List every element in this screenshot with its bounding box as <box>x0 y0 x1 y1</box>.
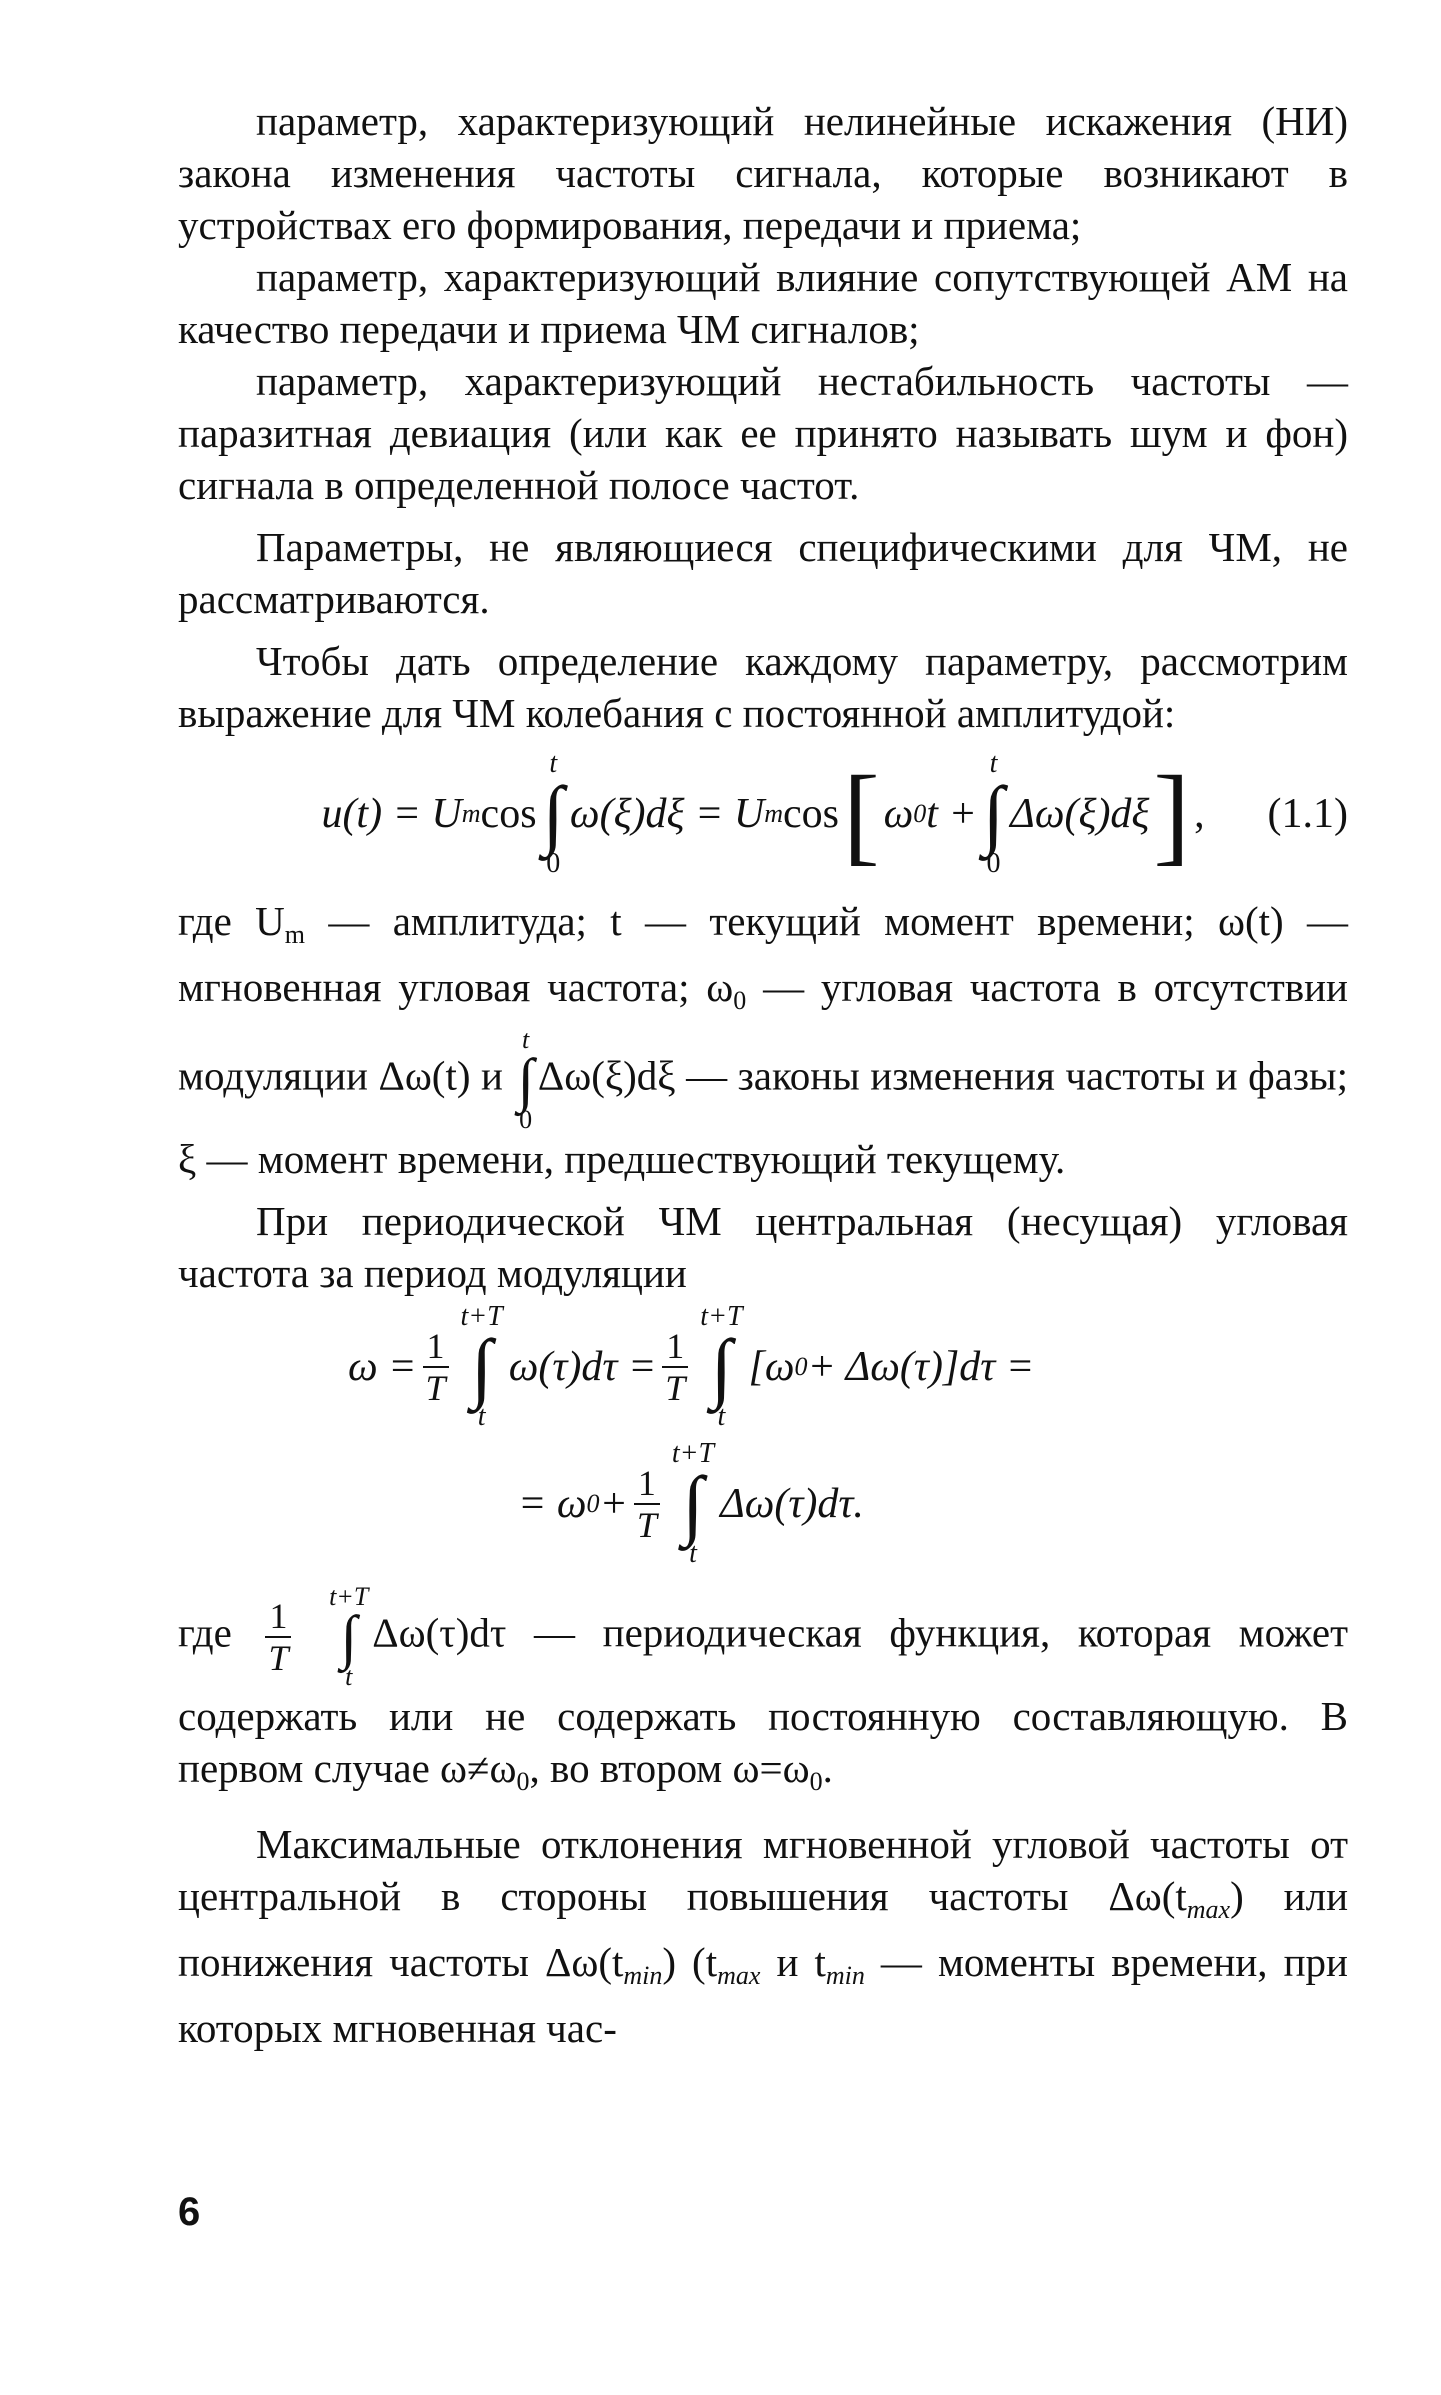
p8-inline-integral <box>329 1584 368 1690</box>
p6-text-d: — законы изменения частоты и фазы; ξ — момент времени, предшествующий текущему. <box>178 1052 1348 1182</box>
eq1-int2-upper: t <box>989 748 998 779</box>
p9-sub-min: min <box>623 1961 663 1990</box>
eq1-omega0-sub: 0 <box>913 799 927 828</box>
p8-frac-d: T <box>268 1638 289 1678</box>
eq1-int1-body: ω(ξ)dξ = U <box>569 791 765 837</box>
eq1-lhs-sub: m <box>461 799 481 828</box>
eq2-frac2-d: T <box>665 1367 686 1408</box>
p6-text-a: где U <box>178 898 285 944</box>
eq2-body2-open: [ω <box>748 1343 795 1390</box>
p8-int-body: Δω(τ)dτ <box>372 1609 507 1656</box>
p8-int-upper: t+T <box>329 1582 369 1611</box>
p8-text-a: где <box>178 1609 260 1656</box>
eq1-int1-upper: t <box>549 748 558 779</box>
integral-sign: ∫ <box>710 1322 733 1410</box>
p6-int-lower: 0 <box>519 1105 533 1134</box>
eq2-body2: + Δω(τ)]dτ = <box>807 1343 1035 1390</box>
p6-text-b: — амплитуда; t — текущий момент времени; ω(t) — мгновенная угловая частота; ω <box>178 898 1348 1010</box>
eq2-int1-lower: t <box>477 1400 486 1432</box>
eq2-integral-2 <box>700 1300 743 1432</box>
eq2-int3-lower: t <box>689 1538 697 1569</box>
p8-text-b: — периодическая функция, которая может содержать или не содержать постоянную составляющую. В первом случае ω≠ω <box>178 1609 1349 1791</box>
paragraph-periodic-fm: При периодической ЧМ центральная (несущая) угловая частота за период модуляции <box>178 1198 1348 1296</box>
integral-sign: ∫ <box>517 1047 534 1113</box>
p8-sub-0b: 0 <box>809 1767 823 1796</box>
paragraph-am-parameter: параметр, характеризующий влияние сопутствующей АМ на качество передачи и приема ЧМ сигналов; <box>178 254 1348 352</box>
eq1-int2-lower: 0 <box>986 848 1001 879</box>
eq1-cos1: cos <box>480 791 537 837</box>
eq2-int2-lower: t <box>717 1400 726 1432</box>
eq1-cos2: cos <box>782 791 839 837</box>
paragraph-where-periodic <box>178 1584 1348 1808</box>
eq2-frac3-d: T <box>636 1505 657 1545</box>
p6-int-upper: t <box>522 1025 530 1054</box>
p8-sub-0a: 0 <box>516 1767 530 1796</box>
paragraph-max-deviation <box>178 1818 1348 2054</box>
p8-int-lower: t <box>345 1662 353 1691</box>
paragraph-where-um <box>178 895 1348 1185</box>
eq2-integral-1 <box>460 1300 503 1432</box>
integral-sign: ∫ <box>470 1322 493 1410</box>
p8-text-d: . <box>822 1745 833 1791</box>
eq2-frac2-n: 1 <box>662 1328 688 1368</box>
p8-frac-n: 1 <box>265 1598 291 1638</box>
p9-text-e: — моменты времени, при которых мгновенная час- <box>178 1939 1348 2051</box>
eq1-integral-1 <box>543 750 564 878</box>
equation-1-1 <box>178 739 1348 889</box>
eq1-int1-sub: m <box>764 799 783 828</box>
p9-text-b: ) или понижения частоты Δω(t <box>178 1873 1349 1985</box>
p6-inline-integral <box>517 1027 533 1133</box>
page-number: 6 <box>178 2190 201 2234</box>
eq2-frac1-n: 1 <box>423 1328 449 1368</box>
paragraph-definition-intro: Чтобы дать определение каждому параметру, рассмотрим выражение для ЧМ колебания с постоянной амплитудой: <box>178 638 1348 736</box>
p8-frac <box>265 1598 291 1676</box>
equation-number: (1.1) <box>1267 791 1348 837</box>
eq1-omega0: ω <box>883 791 914 837</box>
eq2-frac-1 <box>423 1325 449 1408</box>
p9-text-d: и t <box>760 1939 826 1985</box>
paragraph-ni-parameter: параметр, характеризующий нелинейные искажения (НИ) закона изменения частоты сигнала, которые возникают в устройствах его формирования, передачи и приема; <box>178 98 1348 248</box>
eq1-bracket-close: ] <box>1153 753 1191 875</box>
p9-sub-max: max <box>1186 1895 1231 1924</box>
eq2-frac-2 <box>662 1325 688 1408</box>
eq2-lhs: ω = <box>348 1343 417 1390</box>
eq1-bracket-open: [ <box>842 753 880 875</box>
equation-2-line-1 <box>178 1299 1348 1434</box>
eq1-integral-2 <box>983 750 1004 878</box>
p9-text-c: ) (t <box>662 1939 718 1985</box>
eq2-line2-plus: + <box>599 1481 628 1527</box>
p6-int-body: Δω(ξ)dξ <box>537 1052 676 1099</box>
eq2-body1: ω(τ)dτ = <box>508 1343 657 1390</box>
integral-sign: ∫ <box>682 1460 704 1547</box>
p9-sub-max2: max <box>717 1961 761 1990</box>
p6-text-c: — угловая частота в отсутствии модуляции Δω(t) и <box>178 964 1348 1099</box>
eq2-int1-upper: t+T <box>460 1300 503 1332</box>
eq1-comma: , <box>1194 791 1205 837</box>
eq2-line2-start: = ω <box>518 1481 587 1527</box>
p6-sub-m: m <box>284 920 306 949</box>
p6-sub-0: 0 <box>733 986 747 1015</box>
p8-text-c: , во втором ω=ω <box>529 1745 810 1791</box>
eq1-int2-body: Δω(ξ)dξ <box>1010 791 1150 837</box>
document-page <box>178 95 1348 2054</box>
paragraph-non-specific: Параметры, не являющиеся специфическими для ЧМ, не рассматриваются. <box>178 524 1348 622</box>
eq2-frac-3 <box>634 1465 660 1543</box>
eq2-line2-body: Δω(τ)dτ. <box>720 1481 864 1527</box>
eq1-int1-lower: 0 <box>546 848 561 879</box>
integral-sign: ∫ <box>340 1604 357 1670</box>
eq2-int2-upper: t+T <box>700 1300 743 1332</box>
eq2-integral-3 <box>672 1440 714 1568</box>
paragraph-stability-parameter: параметр, характеризующий нестабильность частоты — паразитная девиация (или как ее принято называть шум и фон) сигнала в определенной полосе частот. <box>178 358 1348 508</box>
integral-sign: ∫ <box>542 770 564 857</box>
eq2-body2-sub: 0 <box>794 1351 808 1381</box>
eq2-frac3-n: 1 <box>634 1465 660 1505</box>
eq1-lhs: u(t) = U <box>321 791 462 837</box>
eq1-omega0-t: t + <box>926 791 977 837</box>
eq2-line2-sub: 0 <box>586 1489 600 1518</box>
eq2-frac1-d: T <box>425 1367 446 1408</box>
equation-2-line-2 <box>178 1434 1348 1574</box>
p9-sub-min2: min <box>825 1961 865 1990</box>
integral-sign: ∫ <box>982 770 1005 857</box>
p9-text-a: Максимальные отклонения мгновенной угловой частоты от центральной в стороны повышения частоты Δω(t <box>178 1821 1348 1919</box>
eq2-int3-upper: t+T <box>671 1438 715 1469</box>
